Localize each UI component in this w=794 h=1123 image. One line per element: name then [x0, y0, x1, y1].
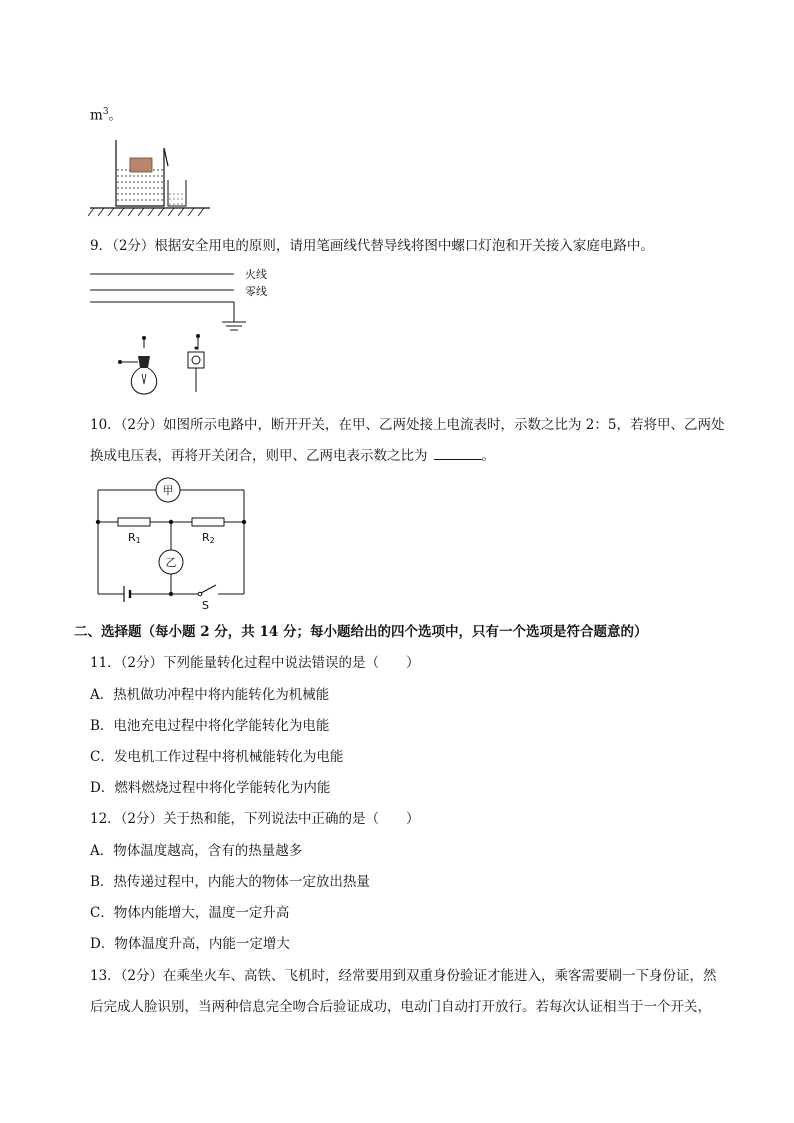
- q11-stem: 11．（2分）下列能量转化过程中说法错误的是（ ）: [90, 655, 420, 671]
- q12-option-a: A．物体温度越高，含有的热量越多: [90, 843, 303, 859]
- q8-unit: $m^3$。: [90, 107, 123, 124]
- q12-stem: 12．（2分）关于热和能，下列说法中正确的是（ ）: [90, 811, 420, 827]
- zero-wire-label: 零线: [245, 285, 267, 298]
- q8-beaker-figure: [86, 136, 226, 216]
- q10-circuit-figure: [94, 478, 254, 612]
- meter-a-label: 甲: [162, 484, 174, 497]
- q9-circuit-figure: [90, 266, 290, 396]
- q11-option-d: D．燃料燃烧过程中将化学能转化为内能: [90, 780, 331, 796]
- meter-b-label: 乙: [165, 556, 177, 569]
- q11-option-c: C．发电机工作过程中将机械能转化为电能: [90, 749, 344, 765]
- q13-line2: 后完成人脸识别，当两种信息完全吻合后验证成功，电动门自动打开放行。若每次认证相当于一个开关，: [90, 999, 711, 1015]
- section-2-heading: 二、选择题（每小题 2 分，共 14 分；每小题给出的四个选项中，只有一个选项是符合题意的）: [74, 624, 648, 640]
- q10-line2: 换成电压表，再将开关闭合，则甲、乙两电表示数之比为 。: [90, 448, 495, 464]
- r2-label: R2: [202, 531, 215, 545]
- q9-stem: 9．（2分）根据安全用电的原则，请用笔画线代替导线将图中螺口灯泡和开关接入家庭电路中。: [90, 238, 654, 254]
- r1-label: R1: [128, 531, 141, 545]
- fire-wire-label: 火线: [245, 268, 267, 281]
- q11-option-a: A．热机做功冲程中将内能转化为机械能: [90, 687, 330, 703]
- q10-answer-blank: [434, 447, 482, 460]
- q12-option-c: C．物体内能增大，温度一定升高: [90, 905, 290, 921]
- q12-option-d: D．物体温度升高，内能一定增大: [90, 936, 290, 952]
- q13-line1: 13．（2分）在乘坐火车、高铁、飞机时，经常要用到双重身份验证才能进入，乘客需要刷一下身份证，然: [90, 968, 717, 984]
- q11-option-b: B．电池充电过程中将化学能转化为电能: [90, 718, 330, 734]
- q10-line1: 10．（2分）如图所示电路中，断开开关，在甲、乙两处接上电流表时，示数之比为 2：5，若将甲、乙两处: [90, 417, 725, 433]
- q12-option-b: B．热传递过程中，内能大的物体一定放出热量: [90, 874, 370, 890]
- switch-label: S: [202, 599, 209, 612]
